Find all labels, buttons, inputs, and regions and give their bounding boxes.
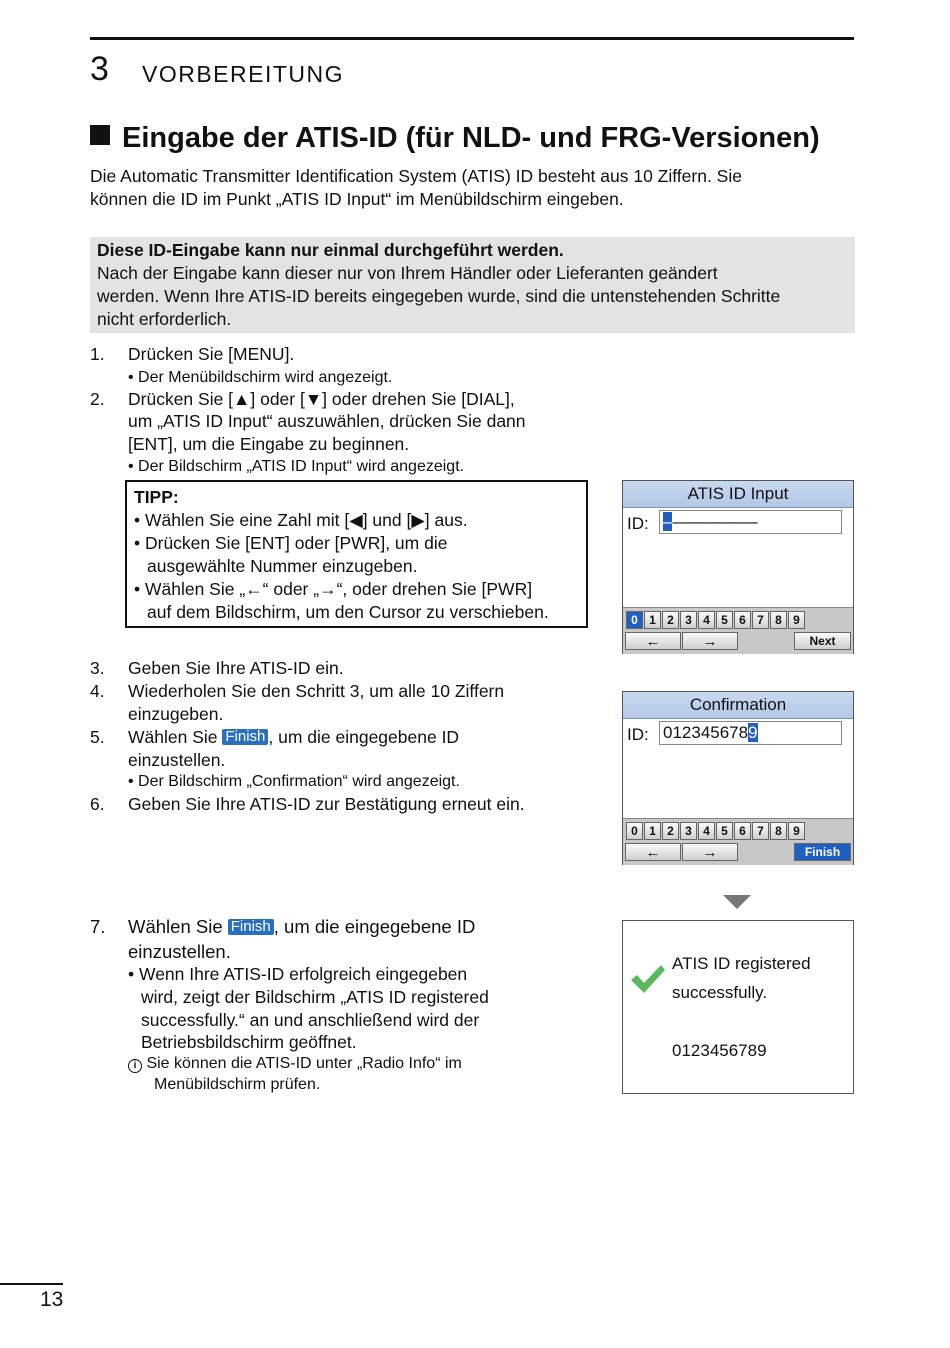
note-box [90, 237, 855, 333]
step-text-part: , um die eingegebene ID [268, 727, 460, 747]
key-7[interactable]: 7 [752, 822, 769, 840]
step-number: 5. [90, 727, 105, 747]
id-label: ID: [627, 514, 649, 533]
key-0[interactable]: 0 [626, 822, 643, 840]
key-3[interactable]: 3 [680, 611, 697, 629]
registered-id: 0123456789 [672, 1041, 767, 1060]
key-2[interactable]: 2 [662, 822, 679, 840]
square-bullet-icon [90, 125, 110, 145]
step-number: 1. [90, 344, 105, 364]
key-5[interactable]: 5 [716, 611, 733, 629]
step-number: 6. [90, 794, 105, 814]
step-text [128, 726, 459, 749]
digit-keys [626, 611, 805, 629]
key-7[interactable]: 7 [752, 611, 769, 629]
id-confirm-field[interactable] [659, 721, 842, 745]
step-text: Drücken Sie [MENU]. [128, 344, 295, 364]
screen-title: Confirmation [623, 692, 853, 719]
step-number: 2. [90, 389, 105, 409]
keypad [623, 818, 853, 865]
id-input-field[interactable] [659, 510, 842, 534]
key-2[interactable]: 2 [662, 611, 679, 629]
tip-title: TIPP: [134, 487, 179, 507]
step-number: 4. [90, 681, 105, 701]
key-6[interactable]: 6 [734, 611, 751, 629]
step-7-line2: einzustellen. [128, 941, 231, 962]
step-2-line2: um „ATIS ID Input“ auszuwählen, drücken Sie dann [128, 411, 526, 431]
step-7-sub: wird, zeigt der Bildschirm „ATIS ID registered [141, 987, 489, 1007]
step-4-line2: einzugeben. [128, 704, 224, 724]
tip-box [125, 480, 588, 628]
info-note-line2: Menübildschirm prüfen. [154, 1076, 321, 1093]
chapter-title: VORBEREITUNG [142, 61, 345, 87]
left-arrow-button[interactable]: ← [625, 843, 681, 861]
key-6[interactable]: 6 [734, 822, 751, 840]
id-value: 012345678 [663, 723, 749, 742]
step-5-sub: • Der Bildschirm „Confirmation“ wird angezeigt. [128, 773, 460, 790]
footer-rule [0, 1283, 63, 1285]
check-icon [629, 963, 667, 995]
right-arrow-button[interactable]: → [682, 632, 738, 650]
step-text [128, 915, 475, 939]
digit-keys [626, 822, 805, 840]
id-label: ID: [627, 725, 649, 744]
step-text-part: , um die eingegebene ID [273, 916, 476, 937]
tip-item: • Drücken Sie [ENT] oder [PWR], um die [134, 533, 448, 553]
step-7-sub: successfully.“ an und anschließend wird der [141, 1010, 480, 1030]
step-text: Geben Sie Ihre ATIS-ID zur Bestätigung erneut ein. [128, 794, 525, 814]
key-1[interactable]: 1 [644, 822, 661, 840]
id-placeholder: ––––––––– [672, 512, 758, 531]
step-text-part: Wählen Sie [128, 727, 223, 747]
step-number: 7. [90, 916, 106, 937]
chapter-number: 3 [90, 50, 109, 88]
section-title-text: Eingabe der ATIS-ID (für NLD- und FRG-Versionen) [122, 122, 820, 154]
top-rule [90, 37, 854, 40]
id-cursor: 9 [748, 723, 758, 742]
note-line: werden. Wenn Ihre ATIS-ID bereits eingegeben wurde, sind die untenstehenden Schritte [97, 286, 781, 306]
finish-button[interactable]: Finish [794, 843, 851, 861]
note-line: nicht erforderlich. [97, 309, 232, 329]
page-number: 13 [40, 1288, 64, 1311]
intro-paragraph [90, 165, 850, 211]
tip-item: • Wählen Sie „←“ oder „→“, oder drehen Sie [PWR] [134, 579, 533, 599]
arrow-down-icon [723, 895, 751, 909]
step-text-part: Wählen Sie [128, 916, 228, 937]
next-button[interactable]: Next [794, 632, 851, 650]
step-text: Wiederholen Sie den Schritt 3, um alle 10 Ziffern [128, 681, 505, 701]
key-3[interactable]: 3 [680, 822, 697, 840]
result-line2: successfully. [672, 983, 768, 1002]
info-text: Sie können die ATIS-ID unter „Radio Info“ im [146, 1055, 462, 1072]
step-7-sub: Betriebsbildschirm geöffnet. [141, 1032, 357, 1052]
keypad [623, 607, 853, 654]
key-9[interactable]: 9 [788, 822, 805, 840]
step-2-sub: • Der Bildschirm „ATIS ID Input“ wird angezeigt. [128, 458, 465, 475]
left-arrow-button[interactable]: ← [625, 632, 681, 650]
atis-id-input-screen [622, 480, 854, 654]
info-icon: i [128, 1059, 142, 1073]
info-note [128, 1053, 462, 1074]
step-text: Geben Sie Ihre ATIS-ID ein. [128, 658, 344, 678]
key-8[interactable]: 8 [770, 611, 787, 629]
tip-item-cont: ausgewählte Nummer einzugeben. [147, 556, 418, 576]
step-5-line2: einzustellen. [128, 750, 226, 770]
step-2-line3: [ENT], um die Eingabe zu beginnen. [128, 434, 410, 454]
id-cursor: – [663, 512, 673, 531]
tip-item: • Wählen Sie eine Zahl mit [◀] und [▶] aus. [134, 510, 468, 530]
step-text: Drücken Sie [▲] oder [▼] oder drehen Sie [DIAL], [128, 389, 515, 409]
key-5[interactable]: 5 [716, 822, 733, 840]
section-title [90, 122, 820, 155]
right-arrow-button[interactable]: → [682, 843, 738, 861]
tip-item-cont: auf dem Bildschirm, um den Cursor zu verschieben. [147, 602, 549, 622]
intro-line: können die ID im Punkt „ATIS ID Input“ im Menübildschirm eingeben. [90, 189, 624, 209]
finish-button-inline: Finish [228, 919, 274, 935]
step-1-sub: • Der Menübildschirm wird angezeigt. [128, 369, 393, 386]
confirmation-screen [622, 691, 854, 865]
result-line1: ATIS ID registered [672, 954, 811, 973]
screen-title: ATIS ID Input [623, 481, 853, 508]
key-4[interactable]: 4 [698, 822, 715, 840]
step-7-sub: • Wenn Ihre ATIS-ID erfolgreich eingegeben [128, 964, 468, 984]
key-1[interactable]: 1 [644, 611, 661, 629]
key-4[interactable]: 4 [698, 611, 715, 629]
note-bold: Diese ID-Eingabe kann nur einmal durchgeführt werden. [97, 240, 564, 260]
note-line: Nach der Eingabe kann dieser nur von Ihrem Händler oder Lieferanten geändert [97, 263, 718, 283]
step-number: 3. [90, 658, 105, 678]
finish-button-inline: Finish [222, 729, 268, 745]
key-8[interactable]: 8 [770, 822, 787, 840]
key-9[interactable]: 9 [788, 611, 805, 629]
key-0[interactable]: 0 [626, 611, 643, 629]
registered-screen [622, 920, 854, 1094]
intro-line: Die Automatic Transmitter Identification System (ATIS) ID besteht aus 10 Ziffern. Sie [90, 166, 742, 186]
